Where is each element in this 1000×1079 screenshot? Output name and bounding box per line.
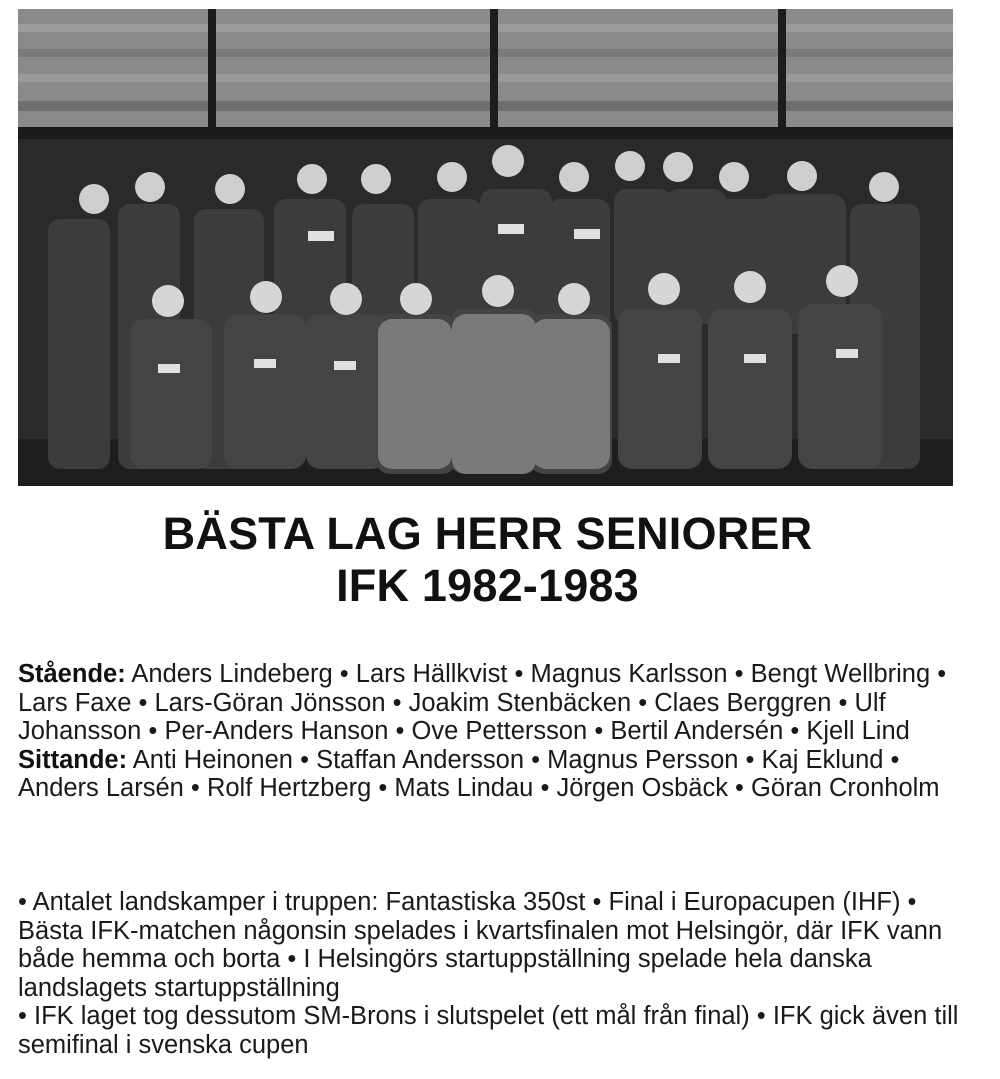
standing-paragraph	[18, 660, 958, 746]
page-title	[0, 508, 975, 612]
sitting-names: Anti Heinonen • Staffan Andersson • Magnus Persson • Kaj Eklund • Anders Larsén • Rolf Hertzberg • Mats Lindau • Jörgen Osbäck • Göran Cronholm	[18, 745, 940, 802]
roster	[18, 660, 958, 803]
sitting-paragraph	[18, 746, 958, 803]
team-photo-illustration	[18, 9, 953, 486]
facts-paragraph-2: • IFK laget tog dessutom SM-Brons i slutspelet (ett mål från final) • IFK gick även till semifinal i svenska cupen	[18, 1002, 959, 1059]
title-line-2: IFK 1982-1983	[336, 560, 639, 611]
standing-names: Anders Lindeberg • Lars Hällkvist • Magnus Karlsson • Bengt Wellbring • Lars Faxe • Lars-Göran Jönsson • Joakim Stenbäcken • Claes Berggren • Ulf Johansson • Per-Anders Hanson • Ove Pettersson • Bertil Andersén • Kjell Lind	[18, 660, 947, 745]
facts	[18, 888, 963, 1059]
team-photo	[18, 9, 953, 486]
standing-label: Stående:	[18, 660, 126, 688]
title-line-1: BÄSTA LAG HERR SENIORER	[162, 508, 813, 559]
sitting-label: Sittande:	[18, 745, 128, 774]
facts-paragraph-1: • Antalet landskamper i truppen: Fantastiska 350st • Final i Europacupen (IHF) • Bästa IFK-matchen någonsin spelades i kvartsfinalen mot Helsingör, där IFK vann både hemma och borta • I Helsingörs startuppställning spelade hela danska landslagets startuppställning	[18, 888, 943, 1002]
